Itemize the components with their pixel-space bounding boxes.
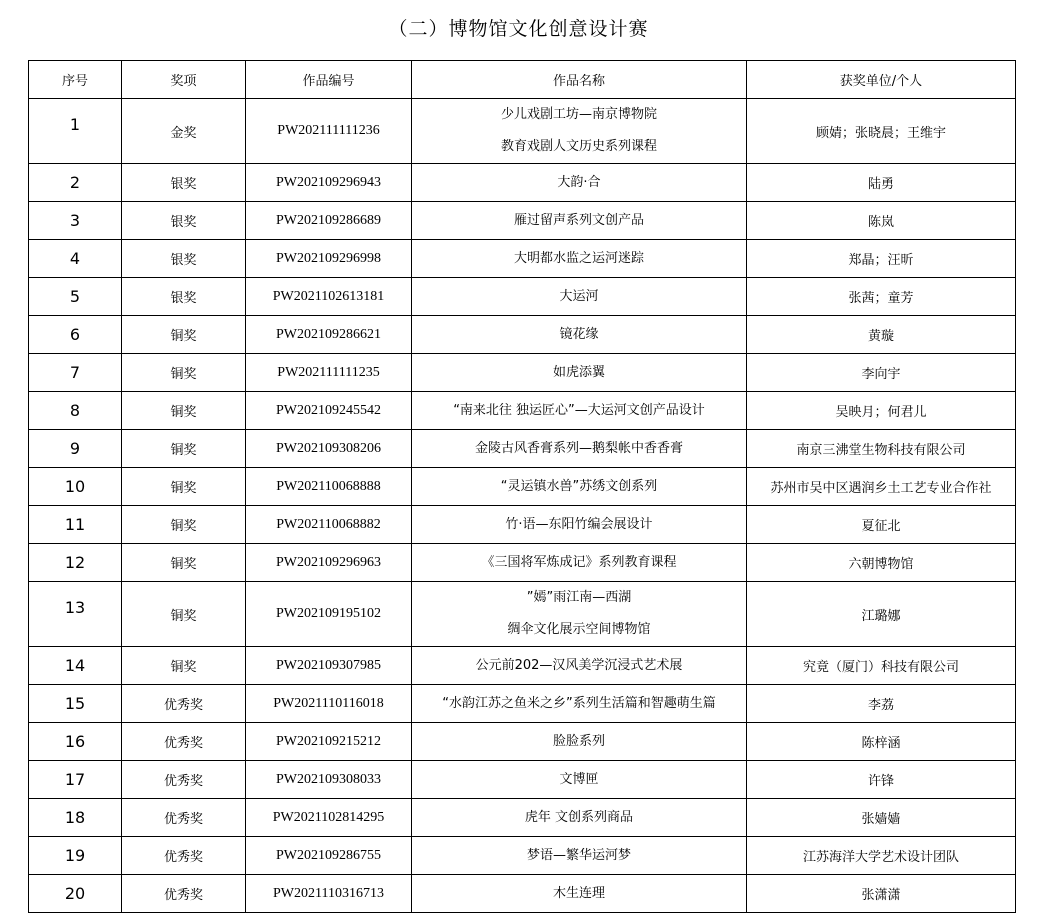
table-row: [29, 837, 1016, 875]
winner-cell: 吴映月；何君儿: [747, 392, 1016, 430]
table-row: [29, 685, 1016, 723]
row-index-cell: 16: [29, 723, 122, 761]
table-row: [29, 278, 1016, 316]
work-name-line: 镜花缘: [559, 326, 599, 342]
work-code-cell: PW202111111235: [246, 354, 412, 392]
winner-cell: 南京三沸堂生物科技有限公司: [747, 430, 1016, 468]
award-cell: 铜奖: [122, 430, 246, 468]
work-name-cell: [412, 647, 747, 685]
work-name-line: “灵运镇水兽”苏绣文创系列: [500, 478, 658, 494]
work-code-cell: PW202110068882: [246, 506, 412, 544]
award-cell: 优秀奖: [122, 799, 246, 837]
work-name-line: 木生连理: [552, 885, 605, 901]
work-name-line: 虎年 文创系列商品: [524, 809, 634, 825]
work-name-line: 公元前202—汉风美学沉浸式艺术展: [475, 657, 683, 673]
page-title: （二）博物馆文化创意设计赛: [388, 18, 649, 40]
row-index-cell: 20: [29, 875, 122, 913]
work-name-cell: [412, 506, 747, 544]
winner-cell: 张潇潇: [747, 875, 1016, 913]
work-name-line: 金陵古风香膏系列—鹅梨帐中香香膏: [474, 440, 683, 456]
winner-cell: 张嫱嫱: [747, 799, 1016, 837]
work-name-line: “水韵江苏之鱼米之乡”系列生活篇和智趣萌生篇: [442, 695, 716, 711]
work-name-cell: [412, 99, 747, 164]
table-row: [29, 582, 1016, 647]
column-header-award: 奖项: [122, 61, 246, 99]
table-row: [29, 354, 1016, 392]
award-cell: 银奖: [122, 164, 246, 202]
table-row: [29, 647, 1016, 685]
work-code-cell: PW202109296943: [246, 164, 412, 202]
work-name-line: ”嫣”雨江南—西湖: [526, 590, 632, 605]
work-code-cell: PW202109195102: [246, 582, 412, 647]
work-name-cell: [412, 354, 747, 392]
row-index-cell: 6: [29, 316, 122, 354]
award-cell: 铜奖: [122, 468, 246, 506]
winner-cell: 江苏海洋大学艺术设计团队: [747, 837, 1016, 875]
row-index-cell: 18: [29, 799, 122, 837]
award-cell: 铜奖: [122, 544, 246, 582]
row-index-cell: 5: [29, 278, 122, 316]
table-row: [29, 468, 1016, 506]
award-cell: 优秀奖: [122, 875, 246, 913]
winner-cell: 陆勇: [747, 164, 1016, 202]
award-cell: 优秀奖: [122, 761, 246, 799]
work-name-line: 大韵·合: [557, 174, 601, 190]
work-code-cell: PW202109286689: [246, 202, 412, 240]
award-cell: 铜奖: [122, 316, 246, 354]
award-cell: 银奖: [122, 202, 246, 240]
work-name-line: 雁过留声系列文创产品: [513, 212, 644, 228]
row-index-cell: 3: [29, 202, 122, 240]
work-name-cell: [412, 799, 747, 837]
table-row: [29, 99, 1016, 164]
table-row: [29, 202, 1016, 240]
work-name-cell: [412, 875, 747, 913]
work-code-cell: PW202110068888: [246, 468, 412, 506]
work-name-cell: [412, 392, 747, 430]
row-index-cell: 2: [29, 164, 122, 202]
work-name-line: 竹·语—东阳竹编会展设计: [505, 516, 653, 532]
work-name-line: 如虎添翼: [552, 364, 605, 380]
table-row: [29, 316, 1016, 354]
table-row: [29, 761, 1016, 799]
winner-cell: 郑晶；汪昕: [747, 240, 1016, 278]
row-index-cell: 19: [29, 837, 122, 875]
work-code-cell: PW202109215212: [246, 723, 412, 761]
work-name-line: 少儿戏剧工坊—南京博物院: [500, 107, 657, 122]
row-index-cell: 11: [29, 506, 122, 544]
work-name-cell: [412, 316, 747, 354]
row-index-cell: 9: [29, 430, 122, 468]
winner-cell: 陈岚: [747, 202, 1016, 240]
work-code-cell: PW2021110116018: [246, 685, 412, 723]
work-name-cell: [412, 582, 747, 647]
winner-cell: 李荔: [747, 685, 1016, 723]
table-row: [29, 430, 1016, 468]
work-name-cell: [412, 278, 747, 316]
table-row: [29, 723, 1016, 761]
work-name-cell: [412, 240, 747, 278]
award-cell: 铜奖: [122, 392, 246, 430]
table-row: [29, 544, 1016, 582]
work-code-cell: PW202109286621: [246, 316, 412, 354]
award-cell: 优秀奖: [122, 685, 246, 723]
row-index-cell: 4: [29, 240, 122, 278]
award-cell: 铜奖: [122, 354, 246, 392]
work-name-line: 绸伞文化展示空间博物馆: [507, 622, 651, 637]
work-name-cell: [412, 164, 747, 202]
work-code-cell: PW202111111236: [246, 99, 412, 164]
work-code-cell: PW202109286755: [246, 837, 412, 875]
award-cell: 银奖: [122, 278, 246, 316]
row-index-cell: 14: [29, 647, 122, 685]
work-name-cell: [412, 468, 747, 506]
awards-table: [28, 60, 1016, 913]
work-name-cell: [412, 723, 747, 761]
table-header-row: [29, 61, 1016, 99]
award-cell: 银奖: [122, 240, 246, 278]
award-cell: 优秀奖: [122, 723, 246, 761]
work-code-cell: PW202109308033: [246, 761, 412, 799]
row-index-cell: 13: [29, 575, 122, 640]
work-code-cell: PW202109308206: [246, 430, 412, 468]
work-name-line: 大运河: [559, 288, 599, 304]
row-index-cell: 10: [29, 468, 122, 506]
winner-cell: 夏征北: [747, 506, 1016, 544]
award-cell: 铜奖: [122, 647, 246, 685]
work-name-line: 教育戏剧人文历史系列课程: [500, 139, 657, 154]
winner-cell: 张茜；童芳: [747, 278, 1016, 316]
award-cell: 铜奖: [122, 506, 246, 544]
work-code-cell: PW202109307985: [246, 647, 412, 685]
work-name-cell: [412, 544, 747, 582]
table-row: [29, 875, 1016, 913]
award-cell: 优秀奖: [122, 837, 246, 875]
winner-cell: 六朝博物馆: [747, 544, 1016, 582]
work-name-line: 脸脸系列: [552, 733, 605, 749]
column-header-name: 作品名称: [412, 61, 747, 99]
work-code-cell: PW202109245542: [246, 392, 412, 430]
work-name-line: 文博匣: [559, 771, 599, 787]
winner-cell: 陈梓涵: [747, 723, 1016, 761]
winner-cell: 李向宇: [747, 354, 1016, 392]
row-index-cell: 7: [29, 354, 122, 392]
work-name-line: 梦语—繁华运河梦: [526, 847, 631, 863]
work-name-line: “南来北往 独运匠心”—大运河文创产品设计: [453, 402, 705, 418]
table-row: [29, 506, 1016, 544]
row-index-cell: 15: [29, 685, 122, 723]
table-body: [29, 99, 1016, 913]
table-row: [29, 392, 1016, 430]
winner-cell: 许锋: [747, 761, 1016, 799]
table-row: [29, 164, 1016, 202]
work-name-line: 大明都水监之运河迷踪: [513, 250, 644, 266]
column-header-index: 序号: [29, 61, 122, 99]
work-name-cell: [412, 685, 747, 723]
work-name-cell: [412, 837, 747, 875]
winner-cell: 江璐娜: [747, 582, 1016, 647]
work-code-cell: PW2021110316713: [246, 875, 412, 913]
row-index-cell: 17: [29, 761, 122, 799]
work-code-cell: PW2021102613181: [246, 278, 412, 316]
work-name-line: 《三国将军炼成记》系列教育课程: [481, 554, 677, 570]
row-index-cell: 12: [29, 544, 122, 582]
winner-cell: 究竟（厦门）科技有限公司: [747, 647, 1016, 685]
row-index-cell: 8: [29, 392, 122, 430]
winner-cell: 黄璇: [747, 316, 1016, 354]
work-name-cell: [412, 430, 747, 468]
winner-cell: 顾婧；张晓晨；王维宇: [747, 99, 1016, 164]
work-code-cell: PW202109296998: [246, 240, 412, 278]
work-code-cell: PW2021102814295: [246, 799, 412, 837]
winner-cell: 苏州市吴中区遇润乡土工艺专业合作社: [747, 468, 1016, 506]
table-row: [29, 799, 1016, 837]
award-cell: 铜奖: [122, 582, 246, 647]
award-cell: 金奖: [122, 99, 246, 164]
row-index-cell: 1: [29, 92, 122, 157]
column-header-code: 作品编号: [246, 61, 412, 99]
work-name-cell: [412, 761, 747, 799]
table-row: [29, 240, 1016, 278]
work-code-cell: PW202109296963: [246, 544, 412, 582]
column-header-winner: 获奖单位/个人: [747, 61, 1016, 99]
work-name-cell: [412, 202, 747, 240]
